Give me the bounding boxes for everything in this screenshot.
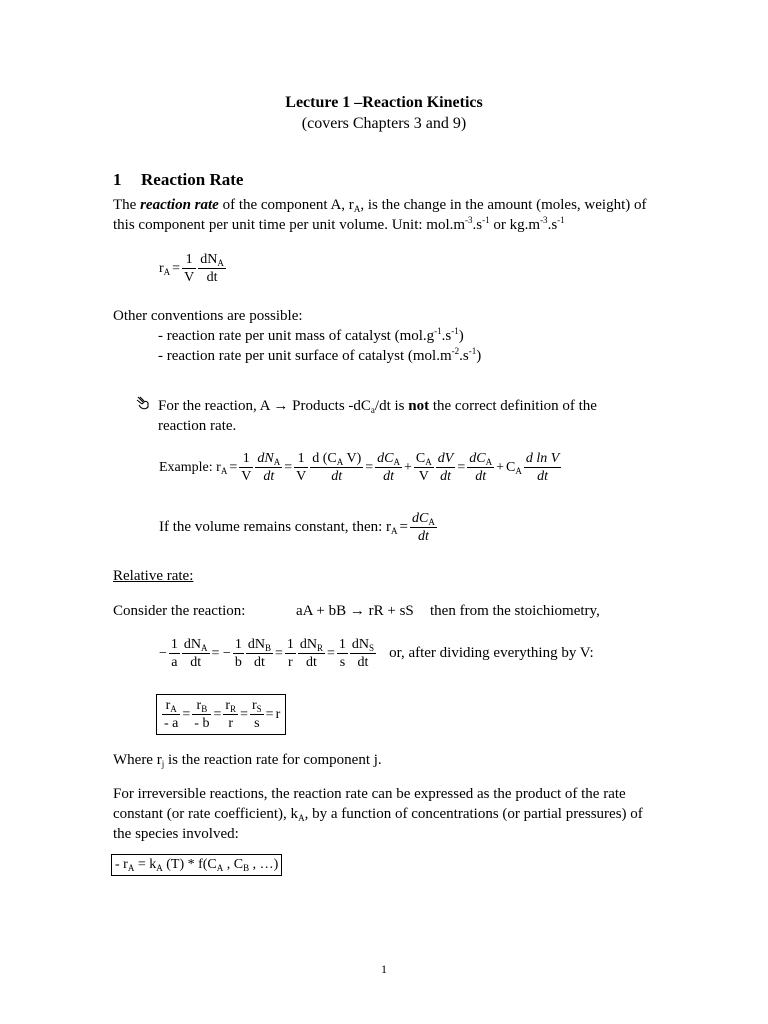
section-number: 1 (113, 170, 122, 189)
page-number: 1 (381, 962, 387, 976)
equation-example: Example: $r_A$ = $\frac{1}{V}$ $\frac{dN_A}{dt}$ = $\frac{1}{V}$ $\frac{d (C_A V)}{dt}$ = $\frac{dC_A}{dt}$ + $\frac{C_A}{V}$ $\frac{dV}{dt}$ = $\frac{dC_A}{dt}$ + $C_A$ $\frac{\text{d ln V}}{dt}$ (159, 451, 560, 484)
section-title: Reaction Rate (141, 170, 244, 189)
convention-item-surface: - reaction rate per unit surface of catalyst $(mol.m^{-2}.s^{-1})$ (158, 346, 482, 364)
consider-reaction-label: Consider the reaction: (113, 603, 246, 619)
boxed-rate-law: - $r_A = k_A$ $(T) * f(C_A$ , $C_B$ , …) (111, 854, 282, 876)
intro-paragraph: The reaction rate of the component A, $r_A$, is the change in the amount (moles, weight) of this component per unit time per unit volume. Unit: $mol.m^{-3}.s^{-1}$ or $kg.m^{-3}.s^{-1}$ (113, 197, 647, 233)
conventions-block (113, 306, 481, 366)
where-rj-text: Where $r_j$ is the reaction rate for component j. (113, 752, 382, 769)
page-title: Lecture 1 –Reaction Kinetics (285, 94, 483, 111)
page-subtitle: (covers Chapters 3 and 9) (301, 115, 467, 132)
irreversible-paragraph: For irreversible reactions, the reaction rate can be expressed as the product of the rate constant (or rate coefficient), $k_A$, by a function of concentrations (or partial pressures) of the species involved: (113, 786, 643, 842)
note-block: For the reaction, A → Products $-dC_a/dt$ is not the correct definition of the reaction rate. (158, 398, 597, 434)
equation-rate-definition: $r_A$ = $\frac{1}{V}$ $\frac{dN_A}{dt}$ (159, 252, 224, 285)
boxed-relative-rate: $\frac{r_A}{- a}$ = $\frac{r_B}{- b}$ = $\frac{r_R}{r}$ = $\frac{r_S}{s}$ = r (156, 694, 286, 735)
stoichiometry-label: then from the stoichiometry, (430, 603, 600, 619)
relative-rate-heading: Relative rate: (113, 568, 194, 584)
equation-stoichiometry: − $\frac{1}{a}$ $\frac{dN_A}{dt}$ = − $\frac{1}{b}$ $\frac{dN_B}{dt}$ = $\frac{1}{r}$ $\frac{dN_R}{dt}$ = $\frac{1}{s}$ $\frac{dN_S}{dt}$ or, after dividing everything by V: (159, 637, 594, 670)
reaction-equation: aA + bB → rR + sS (296, 603, 414, 619)
equation-constant-volume: If the volume remains constant, then: $r_A$ = $\frac{dC_A}{dt}$ (159, 511, 435, 544)
convention-item-mass: - reaction rate per unit mass of catalyst $(mol.g^{-1}.s^{-1})$ (158, 326, 464, 344)
pointing-hand-icon (136, 396, 150, 417)
term-reaction-rate: reaction rate (140, 197, 219, 213)
conventions-heading: Other conventions are possible: (113, 308, 303, 324)
